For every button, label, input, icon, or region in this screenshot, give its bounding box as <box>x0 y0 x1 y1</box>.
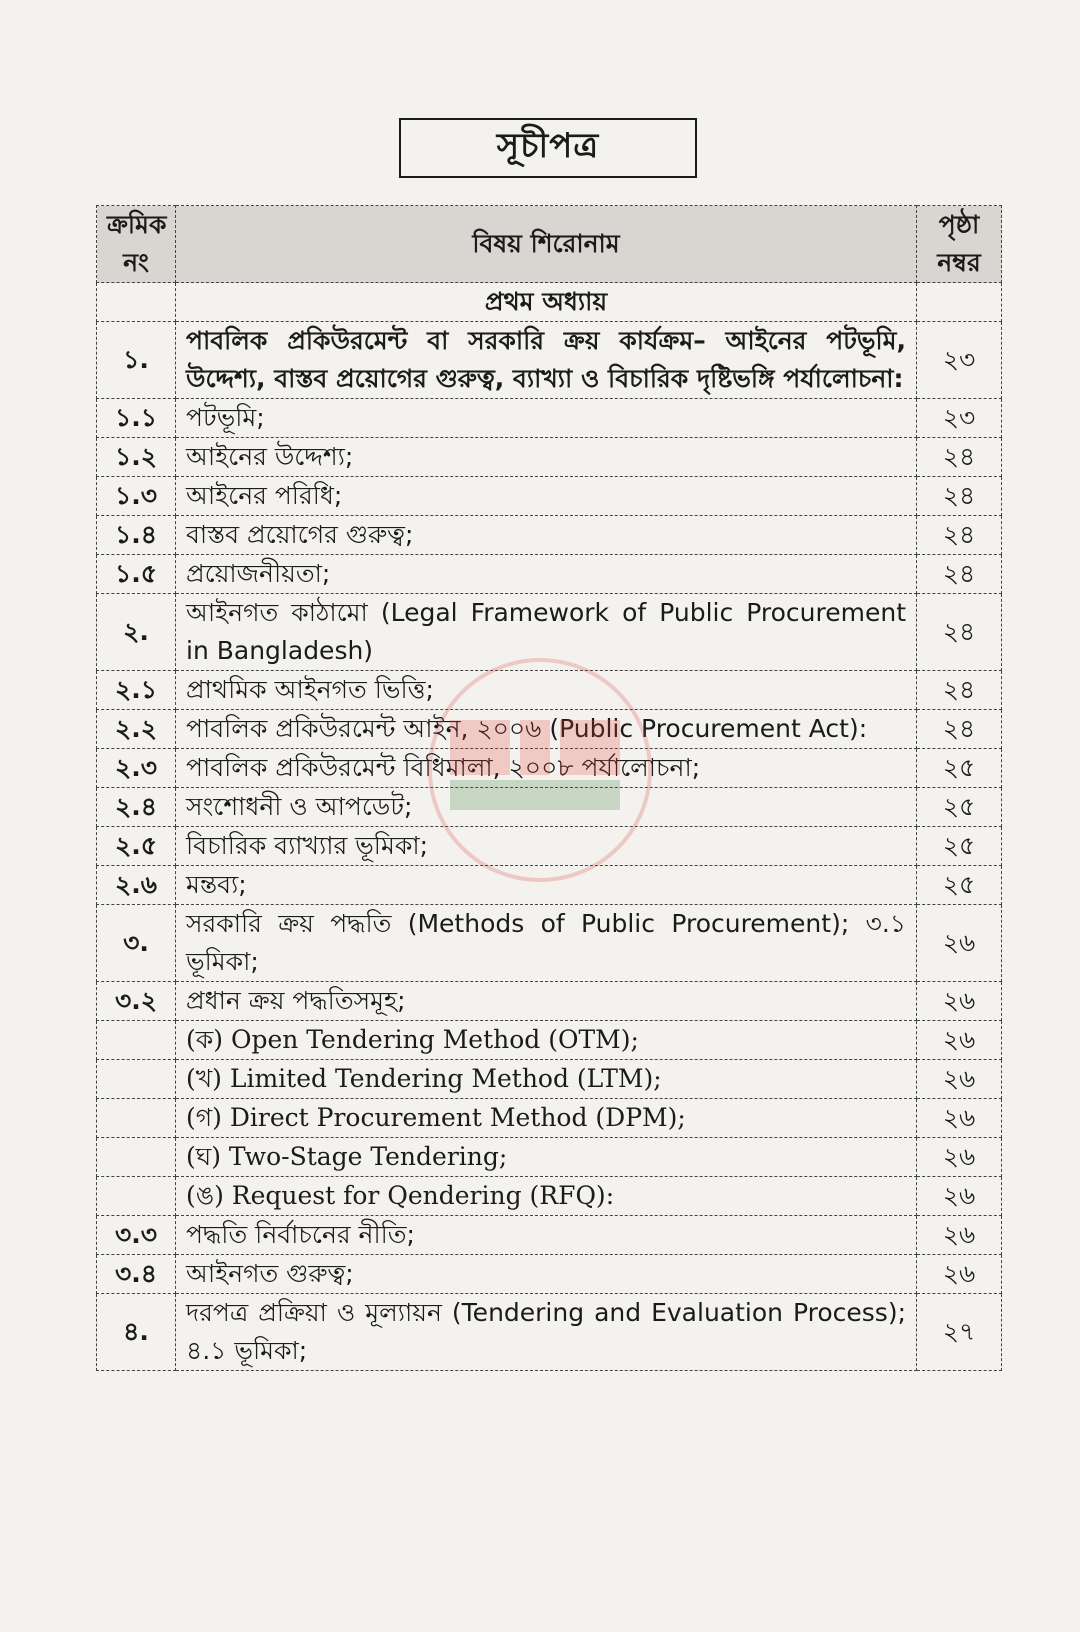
toc-row <box>97 477 1002 516</box>
toc-serial: ১.১ <box>97 399 176 438</box>
toc-row <box>97 1294 1002 1371</box>
toc-serial <box>97 1060 176 1099</box>
toc-row <box>97 788 1002 827</box>
toc-title: পদ্ধতি নির্বাচনের নীতি; <box>176 1216 917 1255</box>
toc-serial: ২.৫ <box>97 827 176 866</box>
toc-page-number: ২৬ <box>917 905 1002 982</box>
toc-title: মন্তব্য; <box>176 866 917 905</box>
toc-page-number: ২৪ <box>917 671 1002 710</box>
toc-serial: ৩.২ <box>97 982 176 1021</box>
toc-row <box>97 749 1002 788</box>
toc-page-number: ২৫ <box>917 827 1002 866</box>
toc-row <box>97 594 1002 671</box>
toc-serial <box>97 1177 176 1216</box>
toc-row <box>97 1060 1002 1099</box>
toc-title: পাবলিক প্রকিউরমেন্ট আইন, ২০০৬ (Public Procurement Act): <box>176 710 917 749</box>
toc-title: পটভূমি; <box>176 399 917 438</box>
toc-title: (ক) Open Tendering Method (OTM); <box>176 1021 917 1060</box>
toc-serial <box>97 1099 176 1138</box>
toc-page-number: ২৫ <box>917 788 1002 827</box>
toc-table <box>96 205 1002 1371</box>
toc-title: সংশোধনী ও আপডেট; <box>176 788 917 827</box>
toc-title: (গ) Direct Procurement Method (DPM); <box>176 1099 917 1138</box>
toc-serial: ১.৫ <box>97 555 176 594</box>
toc-title: বিচারিক ব্যাখ্যার ভূমিকা; <box>176 827 917 866</box>
toc-serial: ৩. <box>97 905 176 982</box>
toc-page-number: ২৩ <box>917 322 1002 399</box>
toc-serial <box>97 1021 176 1060</box>
toc-page-number: ২৪ <box>917 516 1002 555</box>
toc-page-number: ২৪ <box>917 594 1002 671</box>
toc-row <box>97 1138 1002 1177</box>
toc-serial: ৪. <box>97 1294 176 1371</box>
toc-serial: ২.৩ <box>97 749 176 788</box>
toc-row <box>97 982 1002 1021</box>
toc-serial: ১. <box>97 322 176 399</box>
toc-serial: ২.৪ <box>97 788 176 827</box>
toc-row <box>97 827 1002 866</box>
toc-row <box>97 710 1002 749</box>
chapter-heading: প্রথম অধ্যায় <box>176 283 917 322</box>
toc-row <box>97 671 1002 710</box>
toc-serial: ১.৪ <box>97 516 176 555</box>
toc-title: প্রাথমিক আইনগত ভিত্তি; <box>176 671 917 710</box>
toc-row <box>97 1255 1002 1294</box>
toc-page-number: ২৪ <box>917 555 1002 594</box>
toc-page-number: ২৭ <box>917 1294 1002 1371</box>
toc-row <box>97 1216 1002 1255</box>
toc-row <box>97 1021 1002 1060</box>
toc-title: দরপত্র প্রক্রিয়া ও মূল্যায়ন (Tendering and Evaluation Process); ৪.১ ভূমিকা; <box>176 1294 917 1371</box>
header-subject: বিষয় শিরোনাম <box>176 206 917 283</box>
toc-title: সরকারি ক্রয় পদ্ধতি (Methods of Public Procurement); ৩.১ ভূমিকা; <box>176 905 917 982</box>
toc-serial: ২. <box>97 594 176 671</box>
toc-serial: ৩.৪ <box>97 1255 176 1294</box>
toc-row <box>97 438 1002 477</box>
toc-title: আইনের পরিধি; <box>176 477 917 516</box>
toc-page-number: ২৬ <box>917 1177 1002 1216</box>
toc-serial: ৩.৩ <box>97 1216 176 1255</box>
toc-serial: ২.৬ <box>97 866 176 905</box>
toc-serial <box>97 1138 176 1177</box>
toc-serial: ১.৩ <box>97 477 176 516</box>
toc-page-number: ২৬ <box>917 1255 1002 1294</box>
toc-title: আইনগত কাঠামো (Legal Framework of Public Procurement in Bangladesh) <box>176 594 917 671</box>
header-page: পৃষ্ঠা নম্বর <box>917 206 1002 283</box>
toc-row <box>97 1099 1002 1138</box>
toc-title: বাস্তব প্রয়োগের গুরুত্ব; <box>176 516 917 555</box>
toc-page-number: ২৬ <box>917 1216 1002 1255</box>
toc-page-number: ২৩ <box>917 399 1002 438</box>
toc-title: আইনগত গুরুত্ব; <box>176 1255 917 1294</box>
toc-row <box>97 866 1002 905</box>
toc-title: আইনের উদ্দেশ্য; <box>176 438 917 477</box>
chapter-row <box>97 283 1002 322</box>
toc-row <box>97 1177 1002 1216</box>
toc-page-number: ২৪ <box>917 477 1002 516</box>
toc-title: (ঘ) Two-Stage Tendering; <box>176 1138 917 1177</box>
page-title: সূচীপত্র <box>399 118 697 178</box>
toc-title: (ঙ) Request for Qendering (RFQ): <box>176 1177 917 1216</box>
toc-row <box>97 322 1002 399</box>
toc-title: প্রয়োজনীয়তা; <box>176 555 917 594</box>
toc-page-number: ২৬ <box>917 1060 1002 1099</box>
toc-page-number: ২৫ <box>917 866 1002 905</box>
toc-row <box>97 399 1002 438</box>
toc-title: প্রধান ক্রয় পদ্ধতিসমূহ; <box>176 982 917 1021</box>
toc-page-number: ২৬ <box>917 982 1002 1021</box>
toc-page-number: ২৫ <box>917 749 1002 788</box>
toc-row <box>97 555 1002 594</box>
toc-title: পাবলিক প্রকিউরমেন্ট বা সরকারি ক্রয় কার্যক্রম– আইনের পটভূমি, উদ্দেশ্য, বাস্তব প্রয়োগের গুরুত্ব, ব্যাখ্যা ও বিচারিক দৃষ্টিভঙ্গি পর্যালোচনা: <box>176 322 917 399</box>
toc-page-number: ২৬ <box>917 1021 1002 1060</box>
toc-serial: ২.২ <box>97 710 176 749</box>
toc-page-number: ২৪ <box>917 438 1002 477</box>
toc-row <box>97 516 1002 555</box>
toc-page-number: ২৪ <box>917 710 1002 749</box>
header-serial: ক্রমিক নং <box>97 206 176 283</box>
toc-header-row <box>97 206 1002 283</box>
toc-title: পাবলিক প্রকিউরমেন্ট বিধিমালা, ২০০৮ পর্যালোচনা; <box>176 749 917 788</box>
toc-page-number: ২৬ <box>917 1099 1002 1138</box>
toc-row <box>97 905 1002 982</box>
toc-page-number: ২৬ <box>917 1138 1002 1177</box>
toc-title: (খ) Limited Tendering Method (LTM); <box>176 1060 917 1099</box>
toc-serial: ১.২ <box>97 438 176 477</box>
toc-serial: ২.১ <box>97 671 176 710</box>
